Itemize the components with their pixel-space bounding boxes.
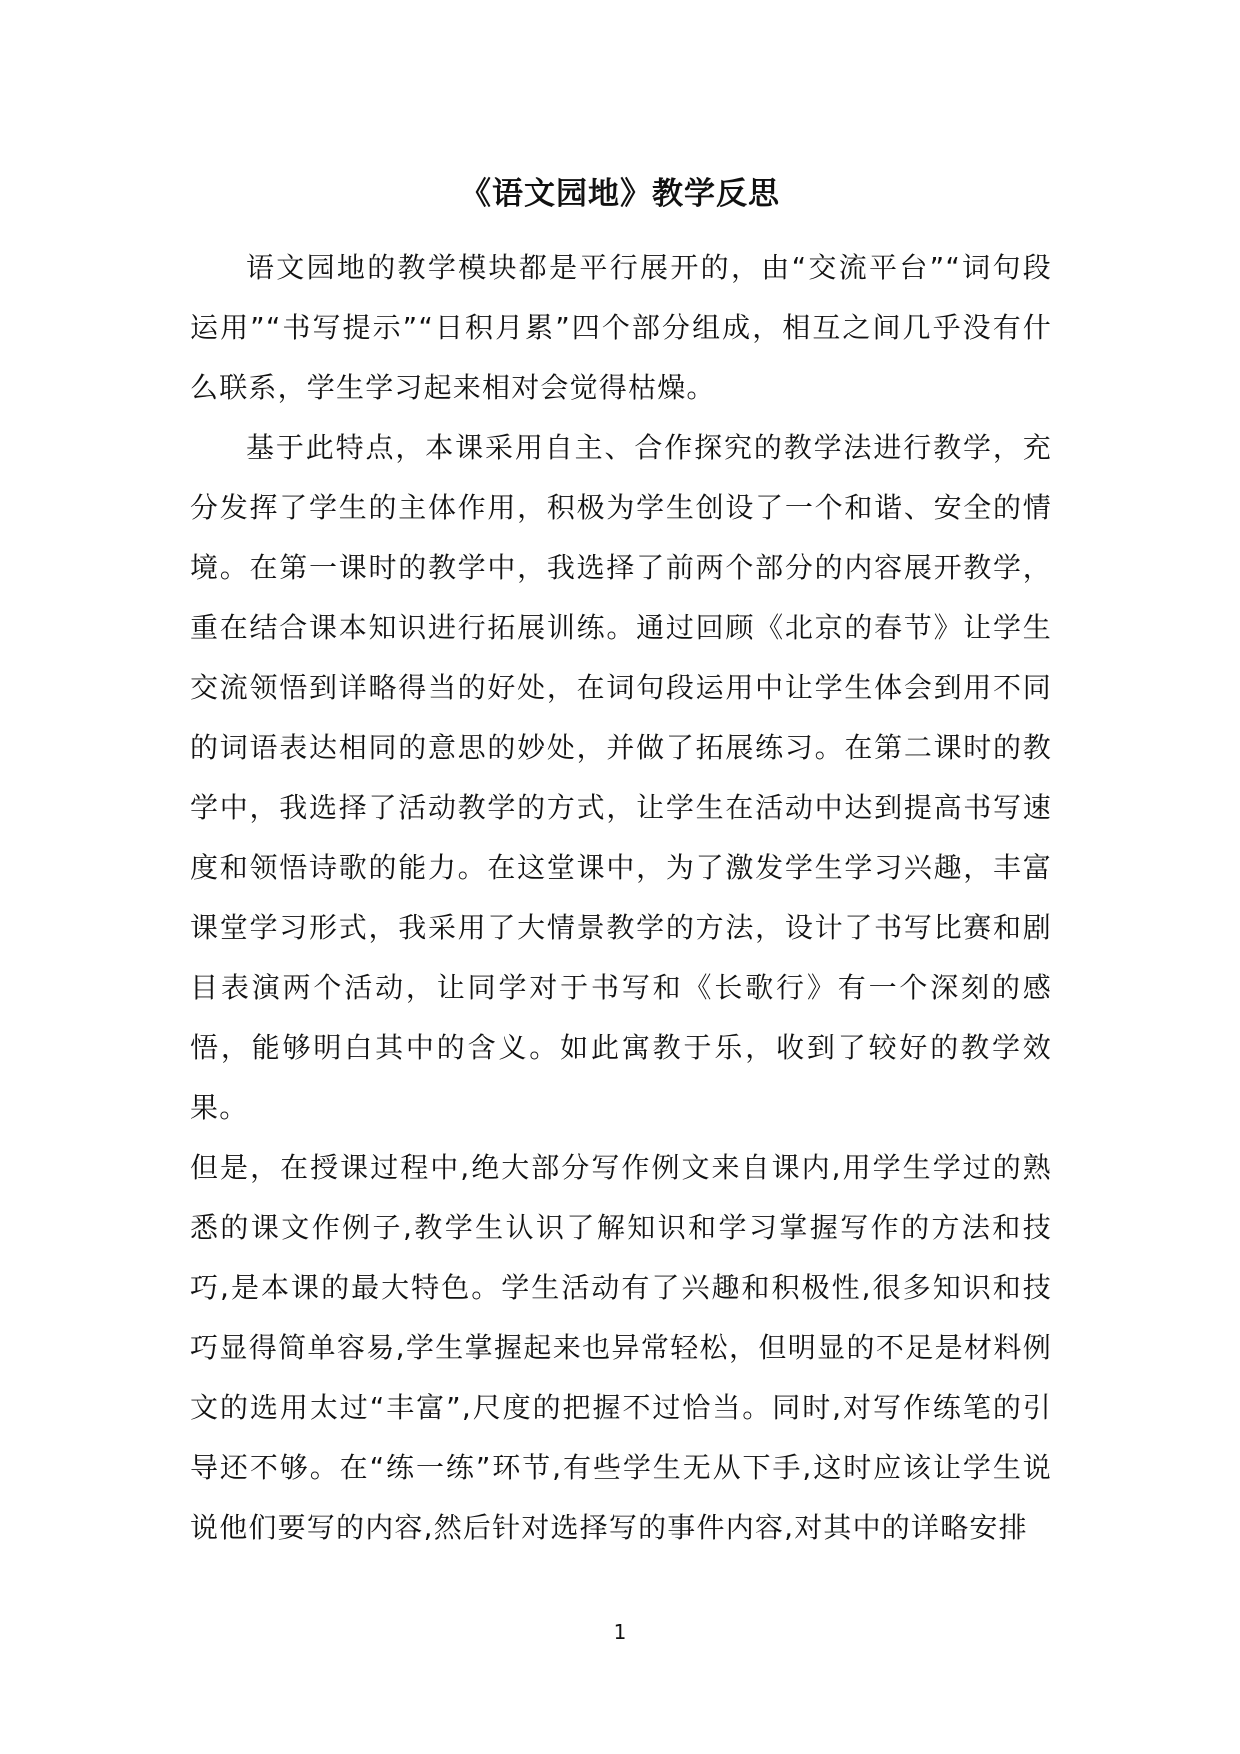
paragraph-intro: 语文园地的教学模块都是平行展开的，由“交流平台”“词句段运用”“书写提示”“日积月累”四个部分组成，相互之间几乎没有什么联系，学生学习起来相对会觉得枯燥。 [190,251,1052,404]
paragraph-method: 基于此特点，本课采用自主、合作探究的教学法进行教学，充分发挥了学生的主体作用，积极为学生创设了一个和谐、安全的情境。在第一课时的教学中，我选择了前两个部分的内容展开教学，重在结合课本知识进行拓展训练。通过回顾《北京的春节》让学生交流领悟到详略得当的好处，在词句段运用中让学生体会到用不同的词语表达相同的意思的妙处，并做了拓展练习。在第二课时的教学中，我选择了活动教学的方式，让学生在活动中达到提高书写速度和领悟诗歌的能力。在这堂课中，为了激发学生学习兴趣，丰富课堂学习形式，我采用了大情景教学的方法，设计了书写比赛和剧目表演两个活动，让同学对于书写和《长歌行》有一个深刻的感悟，能够明白其中的含义。如此寓教于乐，收到了较好的教学效果。 [190,431,1052,1124]
page-number: 1 [613,1620,627,1644]
document-title: 《语文园地》教学反思 [460,176,780,212]
paragraph-reflection: 但是，在授课过程中,绝大部分写作例文来自课内,用学生学过的熟悉的课文作例子,教学生认识了解知识和学习掌握写作的方法和技巧,是本课的最大特色。学生活动有了兴趣和积极性,很多知识和技巧显得简单容易,学生掌握起来也异常轻松，但明显的不足是材料例文的选用太过“丰富”,尺度的把握不过恰当。同时,对写作练笔的引导还不够。在“练一练”环节,有些学生无从下手,这时应该让学生说说他们要写的内容,然后针对选择写的事件内容,对其中的详略安排 [190,1151,1052,1544]
